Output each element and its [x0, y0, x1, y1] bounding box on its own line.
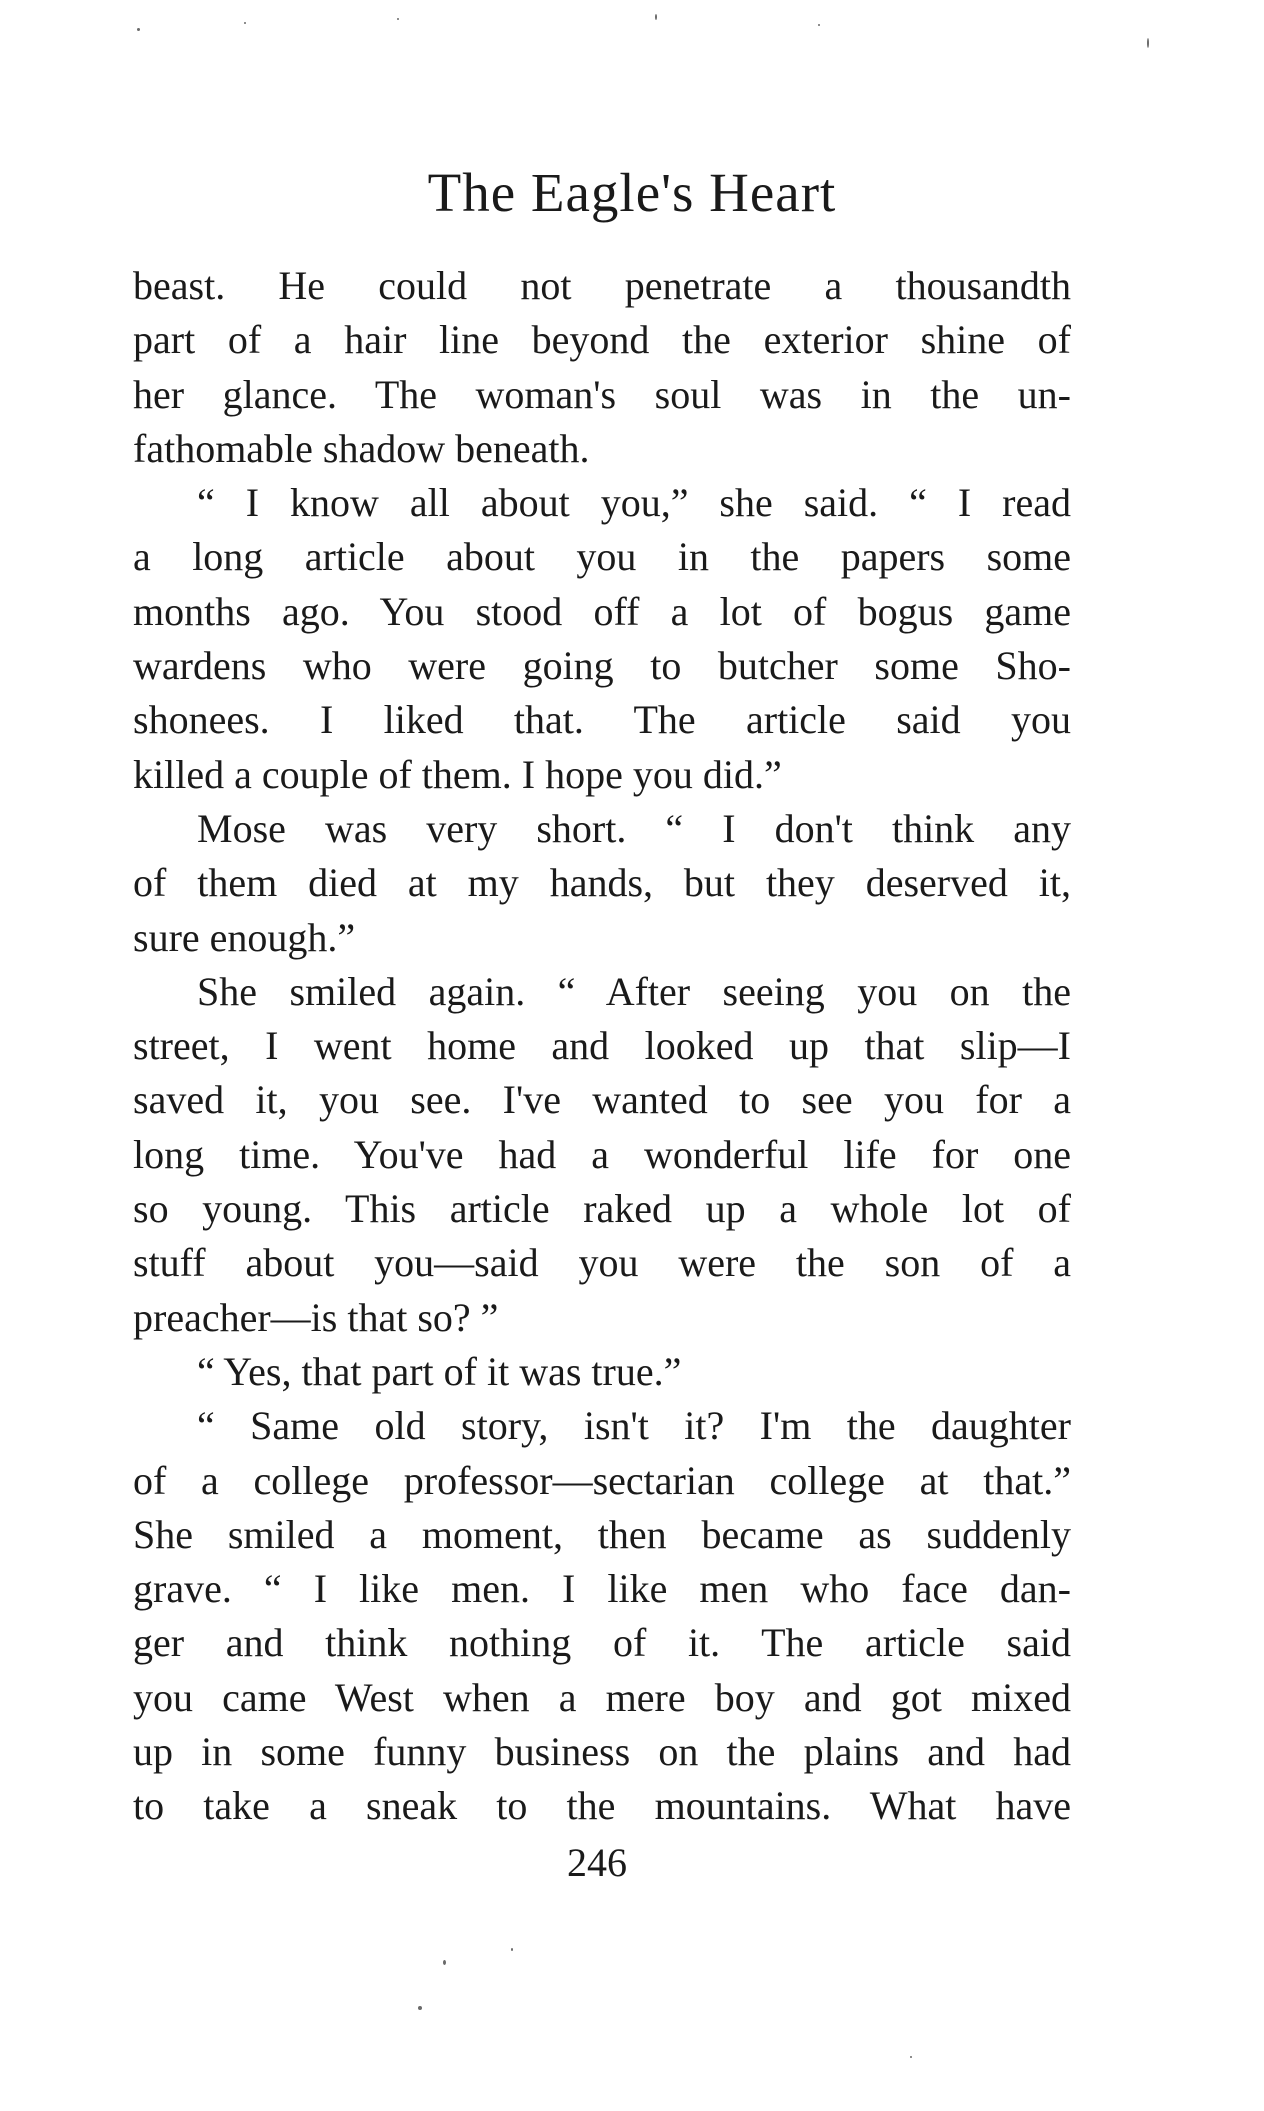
text-line: Mose was very short. “ I don't think any [197, 805, 1071, 851]
text-line: sure enough.” [133, 914, 356, 960]
text-line: to take a sneak to the mountains. What have [133, 1783, 1071, 1829]
page-number: 246 [567, 1840, 627, 1885]
text-line: beast. He could not penetrate a thousandth [133, 263, 1071, 308]
scan-speck [818, 24, 820, 26]
scan-speck [443, 1960, 446, 1965]
text-line: up in some funny business on the plains and had [133, 1729, 1071, 1775]
scan-speck [1147, 38, 1149, 48]
text-line: part of a hair line beyond the exterior shine of [133, 317, 1071, 363]
text-line: you came West when a mere boy and got mixed [133, 1674, 1071, 1720]
text-line: preacher—is that so? ” [133, 1294, 499, 1340]
text-line: She smiled again. “ After seeing you on the [197, 968, 1071, 1014]
body-text [133, 259, 1071, 1834]
text-line: fathomable shadow beneath. [133, 425, 590, 471]
text-line: a long article about you in the papers some [133, 534, 1071, 580]
scan-speck [511, 1948, 513, 1951]
text-line: grave. “ I like men. I like men who face dan- [133, 1566, 1071, 1612]
running-head: The Eagle's Heart [427, 162, 837, 223]
text-line: She smiled a moment, then became as suddenly [133, 1511, 1071, 1557]
text-line: so young. This article raked up a whole lot of [133, 1186, 1071, 1232]
scan-speck [655, 14, 657, 20]
text-line: of a college professor—sectarian college at that.” [133, 1457, 1071, 1503]
text-line: months ago. You stood off a lot of bogus game [133, 588, 1071, 634]
scan-speck [137, 28, 140, 31]
scan-speck [244, 22, 246, 24]
text-line: wardens who were going to butcher some Sho- [133, 643, 1071, 689]
text-line: shonees. I liked that. The article said you [133, 697, 1071, 743]
text-line: “ Same old story, isn't it? I'm the daughter [197, 1403, 1071, 1449]
text-line: killed a couple of them. I hope you did.” [133, 751, 782, 797]
text-line: street, I went home and looked up that slip—I [133, 1023, 1071, 1069]
text-line: “ Yes, that part of it was true.” [197, 1348, 682, 1394]
text-line: saved it, you see. I've wanted to see you for a [133, 1077, 1071, 1123]
text-line: long time. You've had a wonderful life for one [133, 1131, 1071, 1177]
scan-speck [397, 18, 399, 20]
text-line: “ I know all about you,” she said. “ I read [197, 480, 1071, 526]
text-line: her glance. The woman's soul was in the un- [133, 371, 1071, 417]
scan-speck [418, 2006, 422, 2010]
scan-speck [910, 2056, 912, 2058]
text-line: ger and think nothing of it. The article said [133, 1620, 1071, 1666]
text-line: stuff about you—said you were the son of a [133, 1240, 1071, 1286]
text-line: of them died at my hands, but they deserved it, [133, 860, 1071, 906]
